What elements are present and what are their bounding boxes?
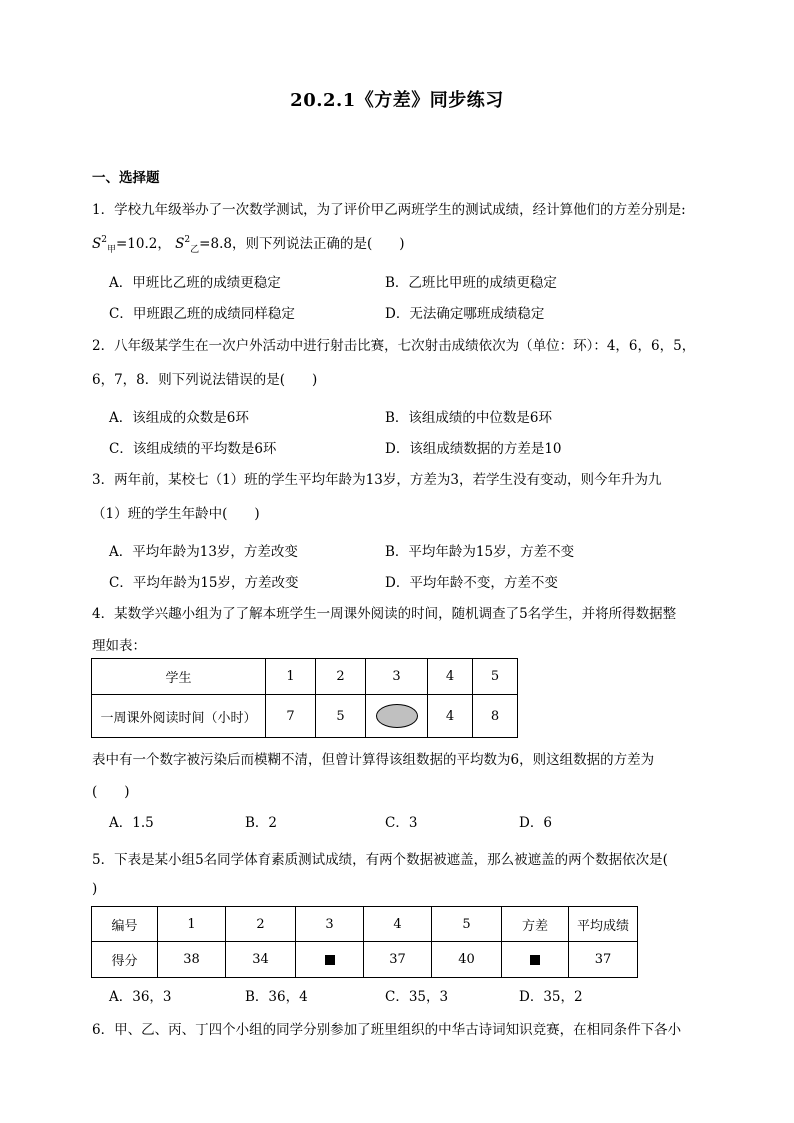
- q4-stem-line4: ( ): [92, 784, 130, 800]
- q4-table-header-row: [92, 659, 518, 695]
- q1-stem-line1: 1．学校九年级举办了一次数学测试，为了评价甲乙两班学生的测试成绩，经计算他们的方差分别是:: [92, 202, 686, 218]
- covered-square-icon: [530, 955, 540, 965]
- q5-table-cell: 2: [226, 907, 296, 942]
- q4-table-cell: 学生: [92, 659, 266, 695]
- q4-table-cell: 1: [266, 659, 316, 695]
- q1-sub-a: 甲: [106, 245, 116, 255]
- q4-stem-line1: 4．某数学兴趣小组为了了解本班学生一周课外阅读的时间，随机调查了5名学生，并将所得数据整: [92, 606, 677, 622]
- q5-option-c[interactable]: C．35，3: [385, 989, 449, 1005]
- q4-table-cell: 5: [473, 659, 518, 695]
- ink-blot-icon: [376, 704, 418, 728]
- q5-table-cell: 平均成绩: [569, 907, 638, 942]
- q5-option-b[interactable]: B．36，4: [245, 989, 308, 1005]
- q1-s-symbol-a: S: [92, 236, 102, 252]
- q3-stem-line1: 3．两年前，某校七（1）班的学生平均年龄为13岁，方差为3，若学生没有变动，则今年升为九: [92, 472, 662, 488]
- q4-option-b[interactable]: B．2: [245, 815, 278, 831]
- page-title: 20.2.1《方差》同步练习: [290, 90, 504, 111]
- q1-option-b[interactable]: B．乙班比甲班的成绩更稳定: [385, 275, 557, 291]
- q2-option-a[interactable]: A．该组成的众数是6环: [109, 410, 249, 426]
- q1-option-c[interactable]: C．甲班跟乙班的成绩同样稳定: [109, 306, 295, 322]
- q4-table-cell: 一周课外阅读时间（小时）: [92, 695, 266, 738]
- q5-stem-line2: ): [92, 881, 98, 897]
- q1-sup-a: 2: [101, 235, 107, 245]
- q5-table-cell: 得分: [92, 942, 158, 978]
- covered-square-icon: [325, 955, 335, 965]
- q5-table-cell: [502, 942, 569, 978]
- q3-option-c[interactable]: C．平均年龄为15岁，方差改变: [109, 575, 299, 591]
- q4-option-d[interactable]: D．6: [519, 815, 552, 831]
- q2-option-d[interactable]: D．该组成绩数据的方差是10: [385, 441, 562, 457]
- q5-table-cell: 3: [296, 907, 364, 942]
- q4-table-cell: [366, 695, 428, 738]
- q5-table-cell: 编号: [92, 907, 158, 942]
- q5-table-cell: 方差: [502, 907, 569, 942]
- q4-table-cell: 8: [473, 695, 518, 738]
- q2-stem-line1: 2．八年级某学生在一次户外活动中进行射击比赛，七次射击成绩依次为（单位：环）：4，6，6，5，: [92, 338, 696, 354]
- q4-option-c[interactable]: C．3: [385, 815, 418, 831]
- q5-option-a[interactable]: A．36，3: [109, 989, 172, 1005]
- q5-table-header-row: [92, 907, 638, 942]
- q5-table-cell: 5: [432, 907, 502, 942]
- q3-stem-line2: （1）班的学生年龄中( ): [92, 506, 260, 522]
- q4-option-a[interactable]: A．1.5: [109, 815, 154, 831]
- q4-table-cell: 5: [316, 695, 366, 738]
- q5-table-cell: 37: [569, 942, 638, 978]
- q5-table-cell: 1: [158, 907, 226, 942]
- q1-s-symbol-b: S: [175, 236, 185, 252]
- q5-table-cell: 4: [364, 907, 432, 942]
- q4-table-cell: 4: [428, 695, 473, 738]
- q4-table: [91, 658, 518, 738]
- q2-stem-line2: 6，7，8．则下列说法错误的是( ): [92, 372, 318, 388]
- q3-option-b[interactable]: B．平均年龄为15岁，方差不变: [385, 544, 575, 560]
- q1-option-a[interactable]: A．甲班比乙班的成绩更稳定: [109, 275, 281, 291]
- q2-option-c[interactable]: C．该组成绩的平均数是6环: [109, 441, 277, 457]
- section-heading: 一、选择题: [92, 170, 160, 186]
- q5-table-cell: 38: [158, 942, 226, 978]
- q5-table-data-row: [92, 942, 638, 978]
- q4-stem-line2: 理如表：: [92, 638, 146, 654]
- q4-stem-line3: 表中有一个数字被污染后而模糊不清，但曾计算得该组数据的平均数为6，则这组数据的方差为: [92, 752, 655, 768]
- q3-option-d[interactable]: D．平均年龄不变，方差不变: [385, 575, 558, 591]
- q1-sup-b: 2: [184, 235, 191, 245]
- q5-table: [91, 906, 638, 978]
- q5-table-cell: 34: [226, 942, 296, 978]
- q5-table-cell: 40: [432, 942, 502, 978]
- q5-option-d[interactable]: D．35，2: [519, 989, 583, 1005]
- q5-stem-line1: 5．下表是某小组5名同学体育素质测试成绩，有两个数据被遮盖，那么被遮盖的两个数据依次是(: [92, 852, 668, 868]
- q3-option-a[interactable]: A．平均年龄为13岁，方差改变: [109, 544, 298, 560]
- q1-stem-line2: [92, 232, 405, 255]
- q6-stem-line1: 6．甲、乙、丙、丁四个小组的同学分别参加了班里组织的中华古诗词知识竞赛，在相同条件下各小: [92, 1022, 682, 1038]
- q4-table-cell: 3: [366, 659, 428, 695]
- q1-value-b: =8.8，则下列说法正确的是( ): [199, 236, 405, 252]
- q1-sub-b: 乙: [190, 245, 200, 255]
- q5-table-cell: [296, 942, 364, 978]
- q4-table-cell: 7: [266, 695, 316, 738]
- q4-table-data-row: [92, 695, 518, 738]
- q4-table-cell: 2: [316, 659, 366, 695]
- q5-table-cell: 37: [364, 942, 432, 978]
- q2-option-b[interactable]: B．该组成绩的中位数是6环: [385, 410, 553, 426]
- q1-value-a: =10.2，: [116, 236, 171, 252]
- q4-table-cell: 4: [428, 659, 473, 695]
- q1-option-d[interactable]: D．无法确定哪班成绩稳定: [385, 306, 545, 322]
